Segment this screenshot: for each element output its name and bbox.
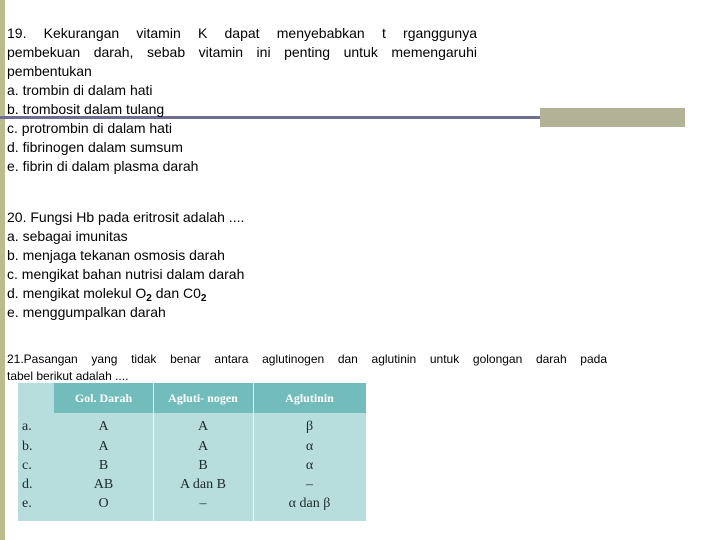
table-cell-aglutinogen: – xyxy=(199,496,207,511)
table-row-label: a. xyxy=(22,419,32,434)
table-cell-gol: AB xyxy=(93,477,114,492)
blood-type-table xyxy=(18,383,366,521)
q19-line-3: pembentukan xyxy=(7,63,92,79)
q20-option-c: c. mengikat bahan nutrisi dalam darah xyxy=(7,266,245,282)
q20-option-e: e. menggumpalkan darah xyxy=(7,304,166,320)
q19-option-e: e. fibrin di dalam plasma darah xyxy=(7,158,199,174)
q21-line-2: tabel berikut adalah .... xyxy=(7,369,129,383)
q19-option-a: a. trombin di dalam hati xyxy=(7,82,153,98)
table-row-label: c. xyxy=(22,458,32,473)
question-21 xyxy=(7,351,607,385)
table-cell-aglutinin: α xyxy=(305,458,314,473)
q19-option-b: b. trombosit dalam tulang xyxy=(7,101,165,117)
q19-line-1: 19. Kekurangan vitamin K dapat menyebabkan t rganggunya xyxy=(7,25,477,41)
table-cell-aglutinin: α xyxy=(305,439,314,454)
q20-option-d-sub1: 2 xyxy=(146,293,152,304)
q20-option-a: a. sebagai imunitas xyxy=(7,228,128,244)
table-header-gol: Gol. Darah xyxy=(74,390,133,405)
q20-option-d-sub2: 2 xyxy=(200,293,207,304)
question-20 xyxy=(7,208,477,322)
table-cell-aglutinogen: A xyxy=(197,439,209,454)
q20-option-b: b. menjaga tekanan osmosis darah xyxy=(7,247,225,263)
table-row-label: e. xyxy=(22,496,32,511)
q19-option-c: c. protrombin di dalam hati xyxy=(7,120,172,136)
table-cell-gol: A xyxy=(98,439,109,454)
table-cell-aglutinogen: A xyxy=(197,419,209,434)
table-cell-gol: B xyxy=(98,458,109,473)
table-cell-aglutinogen: A dan B xyxy=(180,477,226,492)
table-cell-aglutinin: – xyxy=(306,477,313,492)
table-row-label: b. xyxy=(22,439,33,454)
table-cell-aglutinogen: B xyxy=(198,458,208,473)
q21-line-1: 21.Pasangan yang tidak benar antara aglutinogen dan aglutinin untuk golongan darah pada xyxy=(7,352,607,366)
slide-divider-block xyxy=(540,108,685,127)
table-row-label: d. xyxy=(22,477,33,492)
table-cell-aglutinin: β xyxy=(305,419,314,434)
table-header-aglutinin: Aglutinin xyxy=(285,390,334,405)
table-header-aglutinogen: Agluti- nogen xyxy=(168,390,238,405)
q19-line-2: pembekuan darah, sebab vitamin ini penting untuk memengaruhi xyxy=(7,44,477,60)
question-19 xyxy=(7,24,477,176)
q20-question: 20. Fungsi Hb pada eritrosit adalah .... xyxy=(7,209,245,225)
slide-side-bar xyxy=(0,0,5,540)
table-cell-gol: A xyxy=(98,419,109,434)
q20-option-d xyxy=(7,284,477,303)
table-cell-aglutinin: α dan β xyxy=(288,496,331,511)
q20-option-d-prefix: d. mengikat molekul O xyxy=(7,285,147,301)
table-cell-gol: O xyxy=(98,496,109,511)
q20-option-d-mid: dan C0 xyxy=(151,285,201,301)
q19-option-d: d. fibrinogen dalam sumsum xyxy=(7,139,183,155)
